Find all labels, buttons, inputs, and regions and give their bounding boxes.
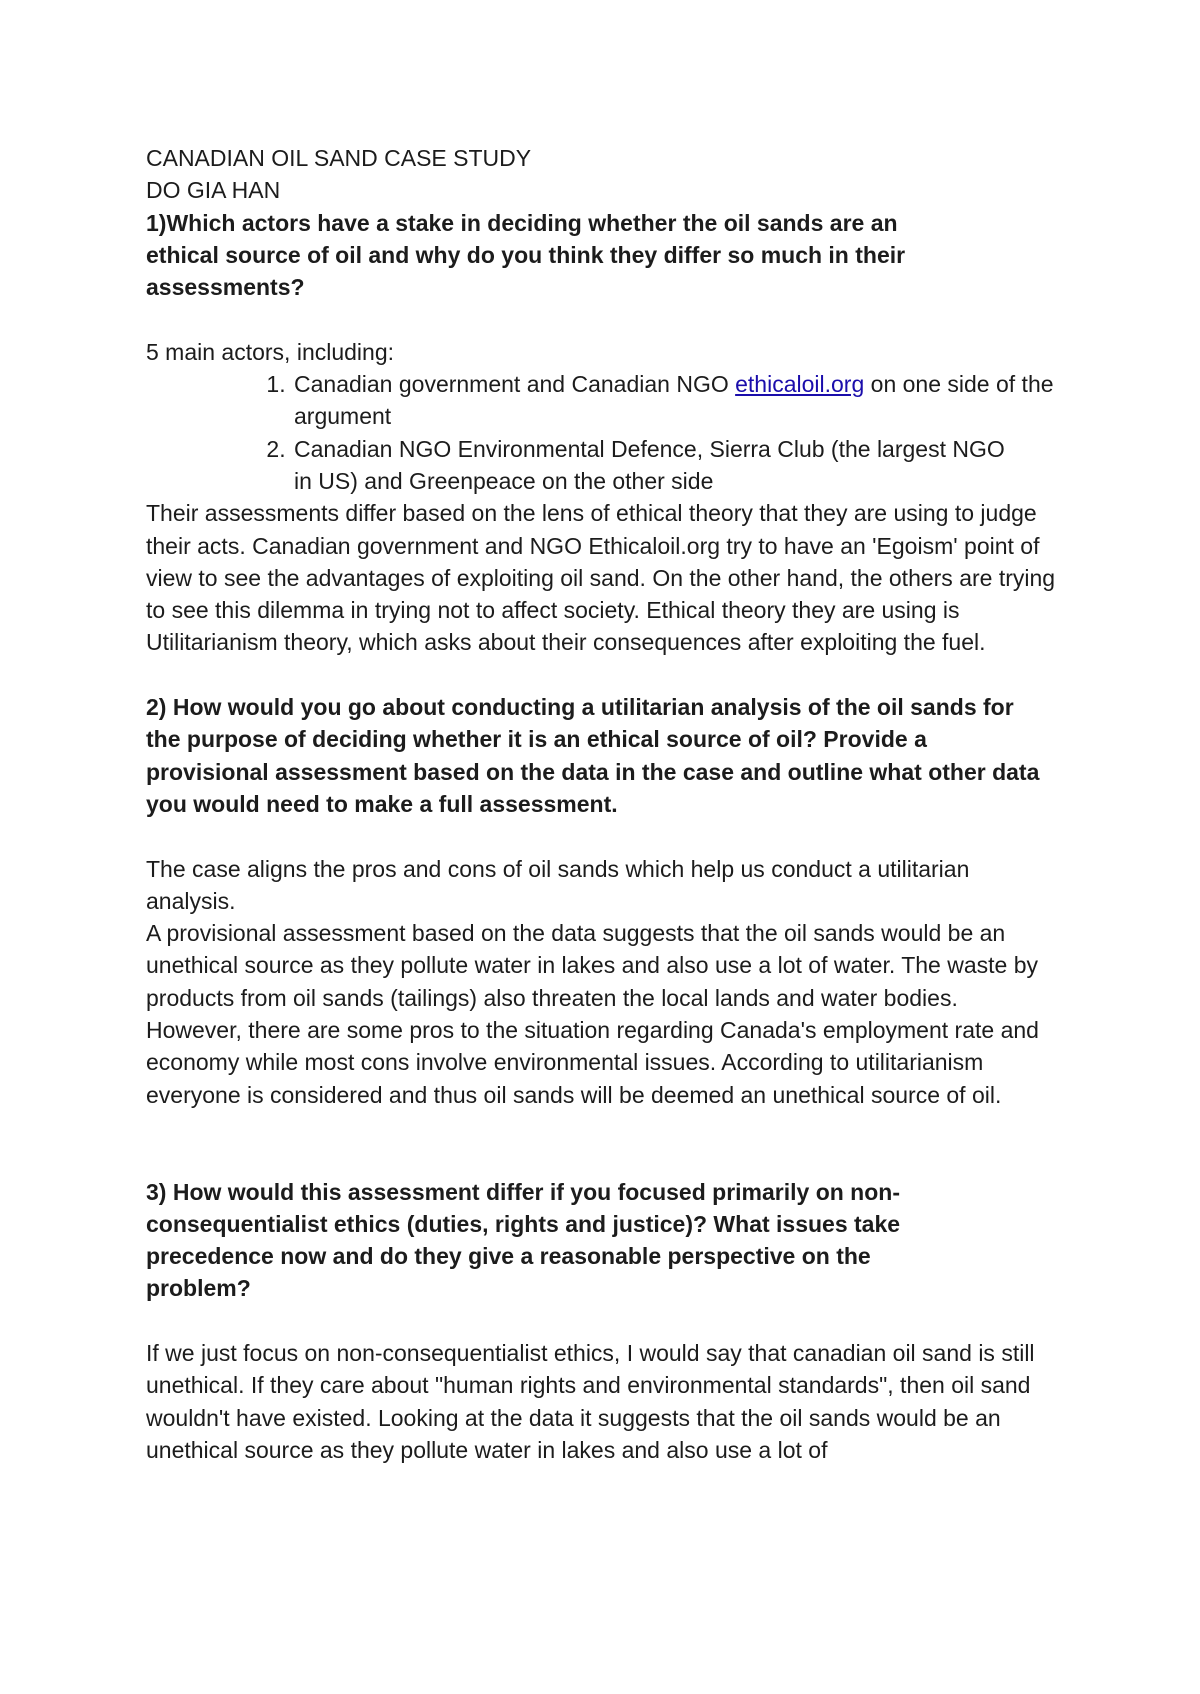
spacer xyxy=(146,659,1066,691)
ethicaloil-link[interactable]: ethicaloil.org xyxy=(735,371,865,398)
spacer xyxy=(146,1143,1066,1175)
list-item-text: on one side of the argument xyxy=(294,371,1054,430)
question-3: 3) How would this assessment differ if you focused primarily on non-consequentialist ethics (duties, rights and justice)? What issues take precedence now and do they give a reasonable perspective on the problem? xyxy=(146,1178,901,1302)
q2-paragraph-3: However, there are some pros to the situation regarding Canada's employment rate and economy while most cons involve environmental issues. According to utilitarianism everyone is considered and thus oil sands will be deemed an unethical source of oil. xyxy=(146,1017,1039,1108)
question-1: 1)Which actors have a stake in deciding whether the oil sands are an ethical source of oil and why do you think they differ so much in their assessments? xyxy=(146,209,906,301)
list-item xyxy=(292,368,1054,433)
q1-intro: 5 main actors, including: xyxy=(146,338,395,365)
q3-paragraph-1: If we just focus on non-consequentialist ethics, I would say that canadian oil sand is still unethical. If they care about "human rights and environmental standards", then oil sand wouldn't have existed. Looking at the data it suggests that the oil sands would be an unethical source as they pollute water in lakes and also use a lot of xyxy=(146,1339,1035,1463)
document-page xyxy=(146,142,1066,1466)
q2-paragraph-2: A provisional assessment based on the data suggests that the oil sands would be an unethical source as they pollute water in lakes and also use a lot of water. The waste by products from oil sands (tailings) also threaten the local lands and water bodies. xyxy=(146,920,1038,1011)
spacer xyxy=(146,1305,1066,1337)
list-item-text: Canadian government and Canadian NGO xyxy=(294,371,736,398)
question-2: 2) How would you go about conducting a utilitarian analysis of the oil sands for the purpose of deciding whether it is an ethical source of oil? Provide a provisional assessment based on the data in the case and outline what other data you would need to make a full assessment. xyxy=(146,694,1040,817)
list-item: 2. Canadian NGO Environmental Defence, Sierra Club (the largest NGO in US) and Greenpeace on the other side xyxy=(292,433,1014,498)
q2-paragraph-1: The case aligns the pros and cons of oil sands which help us conduct a utilitarian analysis. xyxy=(146,855,970,914)
q1-answer: Their assessments differ based on the lens of ethical theory that they are using to judge their acts. Canadian government and NGO Ethicaloil.org try to have an 'Egoism' point of view to see the advantages of exploiting oil sand. On the other hand, the others are trying to see this dilemma in trying not to affect society. Ethical theory they are using is Utilitarianism theory, which asks about their consequences after exploiting the fuel. xyxy=(146,500,1056,656)
document-title: CANADIAN OIL SAND CASE STUDY xyxy=(146,145,532,171)
spacer xyxy=(146,303,1066,335)
spacer xyxy=(146,1111,1066,1143)
actors-list xyxy=(146,368,1192,497)
author-name: DO GIA HAN xyxy=(146,177,281,204)
spacer xyxy=(146,820,1066,852)
